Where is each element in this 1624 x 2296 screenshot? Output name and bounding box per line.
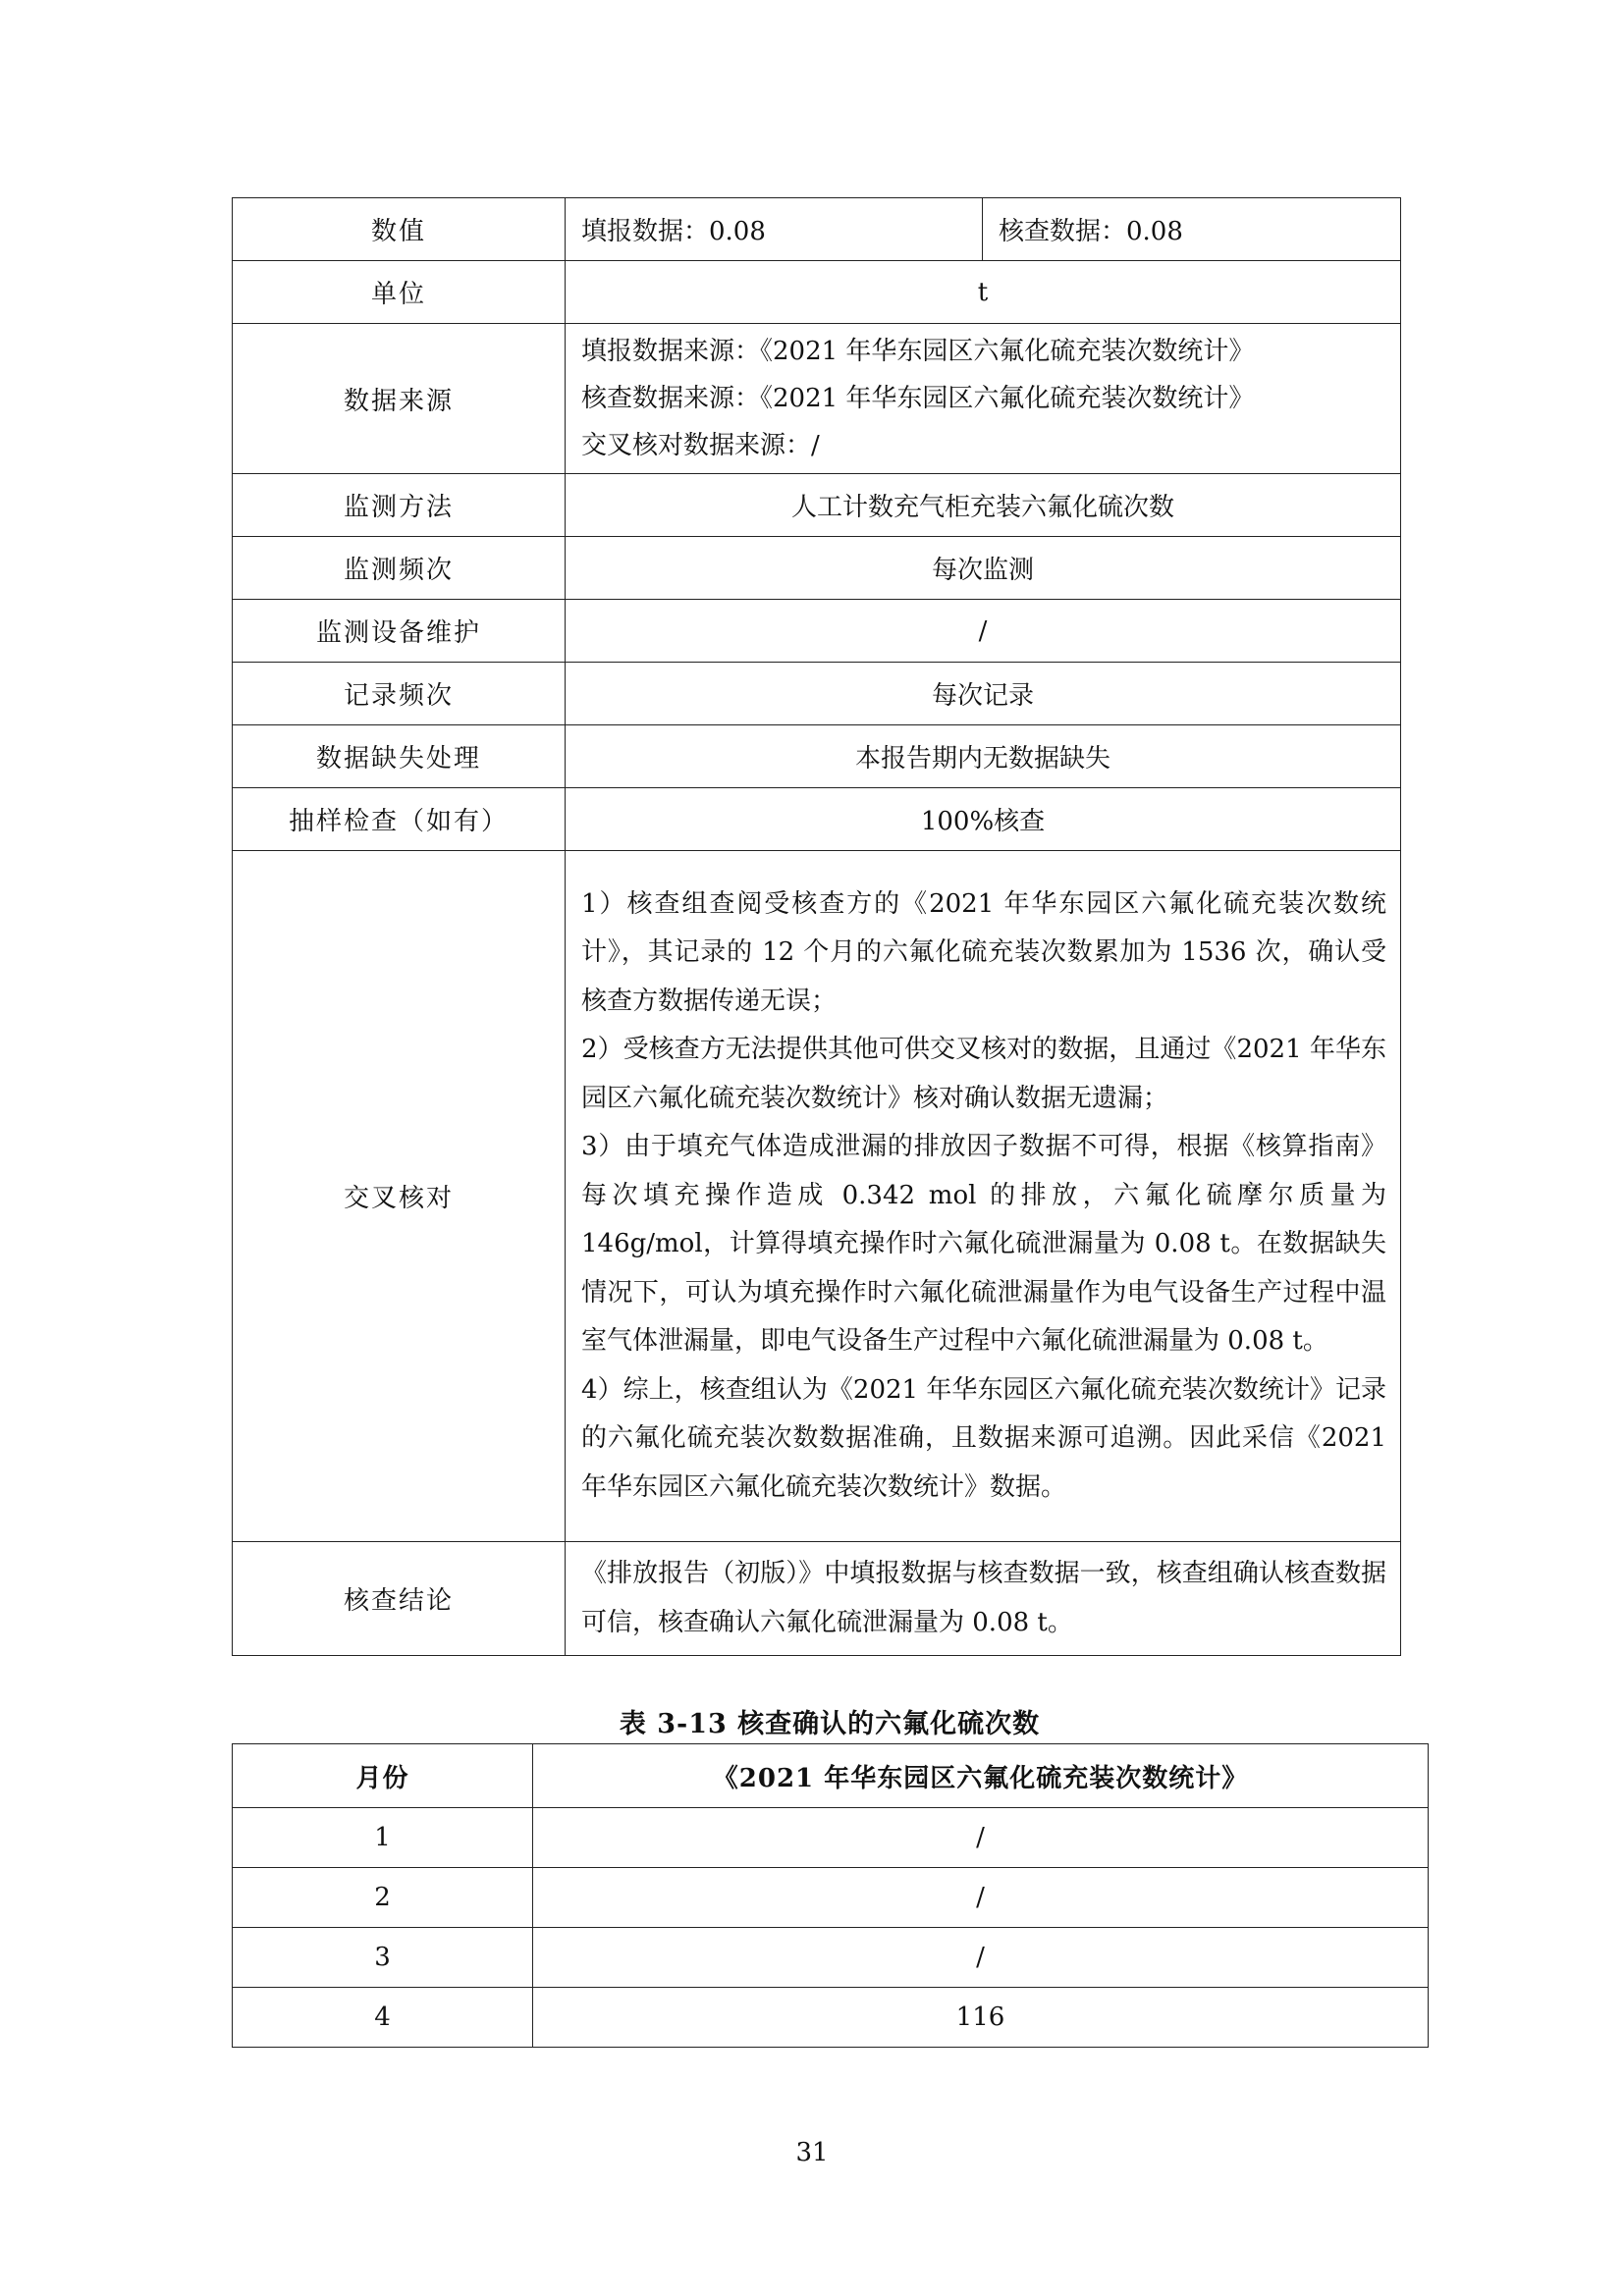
verification-detail-table <box>232 197 1401 1656</box>
source-line-verified: 核查数据来源：《2021 年华东园区六氟化硫充装次数统计》 <box>581 384 1255 413</box>
table-row <box>233 1808 1429 1868</box>
row-conclusion <box>233 1542 1401 1656</box>
record-frequency-value: 每次记录 <box>566 663 1401 725</box>
source-line-cross: 交叉核对数据来源：/ <box>581 431 820 460</box>
row-maintenance <box>233 600 1401 663</box>
cross-check-paragraph: 2）受核查方无法提供其他可供交叉核对的数据，且通过《2021 年华东园区六氟化硫充装次数统计》核对确认数据无遗漏； <box>581 1035 1386 1113</box>
label-missing-data: 数据缺失处理 <box>233 725 566 788</box>
unit-value: t <box>566 261 1401 324</box>
label-conclusion: 核查结论 <box>233 1542 566 1656</box>
row-missing-data <box>233 725 1401 788</box>
conclusion-text: 《排放报告（初版）》中填报数据与核查数据一致，核查组确认核查数据可信，核查确认六氟化硫泄漏量为 0.08 t。 <box>566 1542 1401 1656</box>
cell-count: / <box>533 1808 1429 1868</box>
cell-month: 3 <box>233 1928 533 1988</box>
row-record-frequency <box>233 663 1401 725</box>
label-cross-check: 交叉核对 <box>233 851 566 1542</box>
row-cross-check <box>233 851 1401 1542</box>
verified-value: 核查数据：0.08 <box>983 198 1401 261</box>
label-frequency: 监测频次 <box>233 537 566 600</box>
table-row <box>233 1988 1429 2048</box>
reported-value: 填报数据：0.08 <box>566 198 983 261</box>
source-line-reported: 填报数据来源：《2021 年华东园区六氟化硫充装次数统计》 <box>581 337 1255 366</box>
cell-count: / <box>533 1928 1429 1988</box>
header-month: 月份 <box>233 1744 533 1808</box>
row-frequency <box>233 537 1401 600</box>
frequency-value: 每次监测 <box>566 537 1401 600</box>
method-value: 人工计数充气柜充装六氟化硫次数 <box>566 474 1401 537</box>
row-unit <box>233 261 1401 324</box>
label-method: 监测方法 <box>233 474 566 537</box>
cell-month: 2 <box>233 1868 533 1928</box>
cell-month: 4 <box>233 1988 533 2048</box>
cross-check-paragraph: 3）由于填充气体造成泄漏的排放因子数据不可得，根据《核算指南》每次填充操作造成 0.342 mol 的排放，六氟化硫摩尔质量为 146g/mol，计算得填充操作时六氟化硫泄漏量为 0.08 t。在数据缺失情况下，可认为填充操作时六氟化硫泄漏量作为电气设备生产过程中温室气体泄漏量，即电气设备生产过程中六氟化硫泄漏量为 0.08 t。 <box>581 1132 1386 1357</box>
source-lines <box>566 324 1401 474</box>
header-statistics: 《2021 年华东园区六氟化硫充装次数统计》 <box>533 1744 1429 1808</box>
cell-count: 116 <box>533 1988 1429 2048</box>
missing-data-value: 本报告期内无数据缺失 <box>566 725 1401 788</box>
page-number: 31 <box>795 2138 829 2167</box>
sf6-count-table <box>232 1743 1429 2048</box>
maintenance-value: / <box>566 600 1401 663</box>
table-caption: 表 3-13 核查确认的六氟化硫次数 <box>619 1709 1041 1739</box>
row-value <box>233 198 1401 261</box>
cell-count: / <box>533 1868 1429 1928</box>
label-source: 数据来源 <box>233 324 566 474</box>
label-unit: 单位 <box>233 261 566 324</box>
sampling-value: 100%核查 <box>566 788 1401 851</box>
label-sampling: 抽样检查（如有） <box>233 788 566 851</box>
cross-check-paragraph: 1）核查组查阅受核查方的《2021 年华东园区六氟化硫充装次数统计》，其记录的 12 个月的六氟化硫充装次数累加为 1536 次，确认受核查方数据传递无误； <box>581 888 1386 1016</box>
table-row <box>233 1928 1429 1988</box>
row-method <box>233 474 1401 537</box>
table-header-row <box>233 1744 1429 1808</box>
cross-check-content <box>566 851 1401 1542</box>
table-row <box>233 1868 1429 1928</box>
row-sampling <box>233 788 1401 851</box>
label-value: 数值 <box>233 198 566 261</box>
cross-check-paragraph: 4）综上，核查组认为《2021 年华东园区六氟化硫充装次数统计》记录的六氟化硫充装次数数据准确，且数据来源可追溯。因此采信《2021 年华东园区六氟化硫充装次数统计》数据。 <box>581 1374 1386 1502</box>
label-maintenance: 监测设备维护 <box>233 600 566 663</box>
row-source <box>233 324 1401 474</box>
cell-month: 1 <box>233 1808 533 1868</box>
label-record-frequency: 记录频次 <box>233 663 566 725</box>
